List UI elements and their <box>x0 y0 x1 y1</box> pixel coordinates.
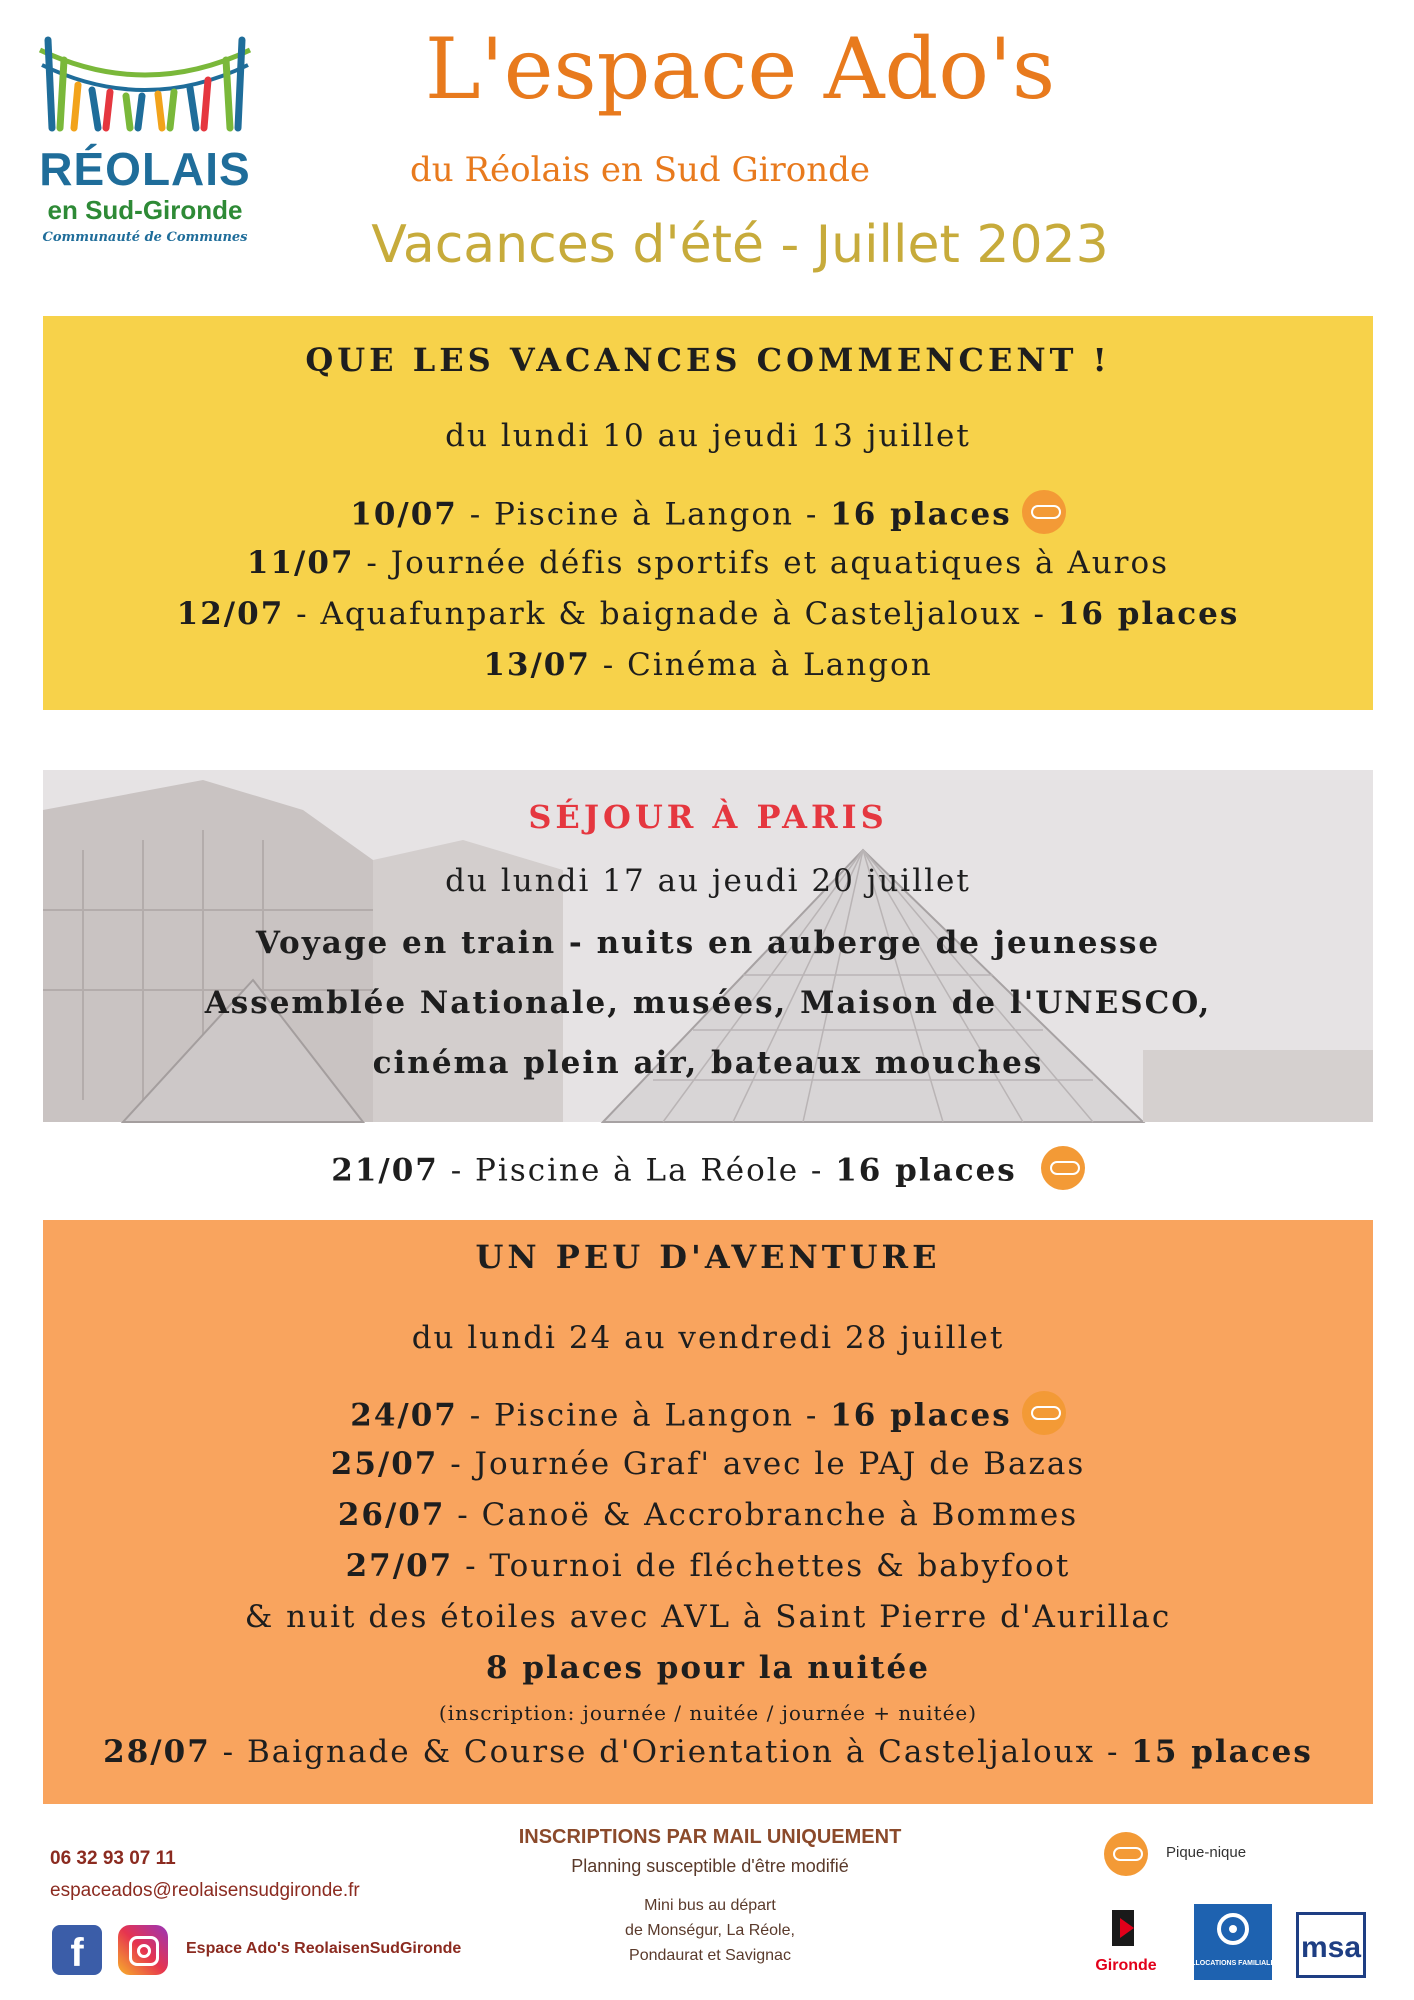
section-aventure <box>43 1220 1373 1804</box>
inscription-note: (inscription: journée / nuitée / journée + nuitée) <box>438 1701 978 1725</box>
planning-notice: Planning susceptible d'être modifié <box>571 1856 849 1876</box>
logo-text-sud-gironde: en Sud-Gironde <box>47 195 243 225</box>
section-dates: du lundi 17 au jeudi 20 juillet <box>445 863 971 899</box>
activity-date: 24/07 <box>350 1397 458 1434</box>
activity-text: - Baignade & Course d'Orientation à Casteljaloux - <box>210 1734 1132 1770</box>
activity-line <box>43 494 1373 538</box>
section-dates: du lundi 24 au vendredi 28 juillet <box>411 1320 1005 1356</box>
activity-text: - Journée Graf' avec le PAJ de Bazas <box>438 1446 1086 1482</box>
facebook-icon[interactable]: f <box>52 1925 102 1975</box>
night-places: 8 places pour la nuitée <box>485 1650 931 1686</box>
activity-continuation: & nuit des étoiles avec AVL à Saint Pierre d'Aurillac <box>244 1599 1172 1635</box>
activity-date: 12/07 <box>176 596 285 632</box>
section-heading: UN PEU D'AVENTURE <box>475 1238 941 1276</box>
minibus-line: Mini bus au départ <box>644 1897 776 1914</box>
activity-text: - Canoë & Accrobranche à Bommes <box>445 1497 1079 1533</box>
activity-text: - Tournoi de fléchettes & babyfoot <box>453 1548 1071 1584</box>
section-heading: SÉJOUR À PARIS <box>528 798 888 836</box>
gironde-text: Gironde <box>1095 1957 1157 1974</box>
reolais-logo <box>30 30 260 255</box>
page-title: L'espace Ado's <box>424 20 1056 118</box>
instagram-icon[interactable] <box>118 1925 168 1975</box>
activity-line <box>43 1734 1373 1770</box>
activity-places: 16 places <box>835 1152 1017 1189</box>
msa-text: msa <box>1300 1931 1362 1964</box>
activity-date: 10/07 <box>350 496 458 533</box>
activity-date: 26/07 <box>337 1497 446 1533</box>
legend-picnic-label: Pique-nique <box>1166 1844 1247 1861</box>
contact-email[interactable]: espaceados@reolaisensudgironde.fr <box>50 1880 360 1901</box>
msa-logo <box>1296 1912 1366 1978</box>
paris-detail-line: cinéma plein air, bateaux mouches <box>372 1045 1044 1081</box>
minibus-line: de Monségur, La Réole, <box>625 1922 795 1939</box>
logo-text-reolais: RÉOLAIS <box>39 143 251 195</box>
sandwich-icon <box>1041 1146 1085 1190</box>
activity-date: 21/07 <box>331 1152 439 1189</box>
caf-text: ALLOCATIONS FAMILIALES <box>1186 1960 1280 1967</box>
activity-places: 15 places <box>1131 1734 1313 1770</box>
page-subtitle: du Réolais en Sud Gironde <box>409 150 871 190</box>
activity-text: - Aquafunpark & baignade à Casteljaloux - <box>284 596 1058 632</box>
activity-text: - Cinéma à Langon <box>590 647 933 683</box>
logo-text-communaute: Communauté de Communes <box>42 230 248 245</box>
activity-places: 16 places <box>830 496 1012 533</box>
activity-date: 11/07 <box>246 545 355 581</box>
section-dates: du lundi 10 au jeudi 13 juillet <box>445 418 971 454</box>
period-title: Vacances d'été - Juillet 2023 <box>371 215 1109 275</box>
caf-logo <box>1186 1904 1280 1980</box>
activity-line <box>43 1446 1373 1482</box>
gironde-logo <box>1090 1906 1162 1976</box>
activity-date: 28/07 <box>103 1734 211 1770</box>
logo-graphic <box>30 30 260 140</box>
activity-line <box>43 1497 1373 1533</box>
minibus-info <box>560 1893 860 1968</box>
activity-date: 27/07 <box>345 1548 454 1584</box>
activity-places: 16 places <box>830 1397 1012 1434</box>
activity-line <box>43 1150 1373 1194</box>
activity-text: - Piscine à La Réole - <box>438 1152 836 1189</box>
activity-places: 16 places <box>1057 596 1240 632</box>
activity-line <box>43 545 1373 581</box>
sandwich-icon <box>1022 490 1066 534</box>
activity-date: 25/07 <box>330 1446 439 1482</box>
activity-line <box>43 1548 1373 1584</box>
minibus-line: Pondaurat et Savignac <box>629 1947 791 1964</box>
paris-detail-line: Assemblée Nationale, musées, Maison de l'UNESCO, <box>204 985 1212 1021</box>
sandwich-icon <box>1022 1391 1066 1435</box>
activity-line <box>43 647 1373 683</box>
section-vacances-commencent <box>43 316 1373 710</box>
contact-phone[interactable]: 06 32 93 07 11 <box>50 1848 176 1869</box>
social-handle: Espace Ado's ReolaisenSudGironde <box>186 1940 462 1957</box>
activity-text: - Piscine à Langon - <box>457 1397 831 1434</box>
paris-detail-line: Voyage en train - nuits en auberge de jeunesse <box>255 925 1161 961</box>
activity-line <box>43 596 1373 632</box>
section-sejour-paris <box>43 770 1373 1122</box>
activity-line <box>43 1395 1373 1439</box>
inscriptions-notice: INSCRIPTIONS PAR MAIL UNIQUEMENT <box>518 1826 902 1848</box>
activity-date: 13/07 <box>483 647 591 683</box>
activity-text: - Piscine à Langon - <box>457 496 831 533</box>
section-heading: QUE LES VACANCES COMMENCENT ! <box>305 341 1111 379</box>
sandwich-icon <box>1104 1832 1148 1876</box>
activity-text: - Journée défis sportifs et aquatiques à Auros <box>354 545 1170 581</box>
